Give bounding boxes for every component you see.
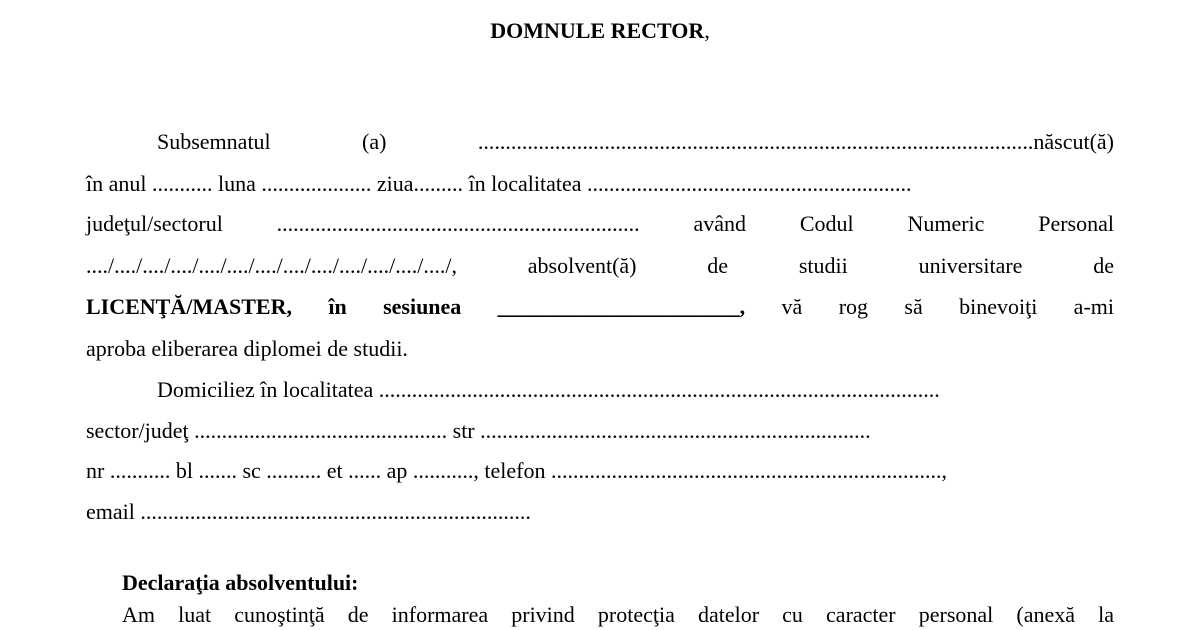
line-approve-diploma: aproba eliberarea diplomei de studii.	[86, 336, 408, 361]
line-county-cnp: judeţul/sectorul .................................................................. având Codul Numeric Personal	[86, 211, 1114, 236]
line-subsemnatul: Subsemnatul (a) .....................................................................................................născut(ă)	[157, 129, 1114, 154]
line-session	[86, 292, 1114, 322]
session-bold-text: LICENŢĂ/MASTER, în sesiunea ______________________,	[86, 294, 746, 319]
session-rest-text: vă rog să binevoiţi a-mi	[745, 294, 1114, 319]
declaration-text: Am luat cunoştinţă de informarea privind protecţia datelor cu caracter personal (anexă la	[122, 602, 1114, 627]
line-email: email .......................................................................	[86, 499, 531, 524]
title-main: DOMNULE RECTOR	[490, 18, 705, 43]
line-address-phone: nr ........... bl ....... sc .......... et ...... ap ..........., telefon .......................................................................,	[86, 458, 947, 483]
title-comma: ,	[704, 18, 710, 43]
line-sector-street: sector/judeţ .............................................. str .......................................................................	[86, 418, 871, 443]
declaration-title: Declaraţia absolventului:	[122, 570, 359, 595]
line-birth-date: în anul ........... luna .................... ziua......... în localitatea ...........................................................	[86, 171, 912, 196]
line-domicile: Domiciliez în localitatea ......................................................................................................	[157, 377, 940, 402]
line-cnp-graduate: ..../..../..../..../..../..../..../..../..../..../..../..../..../, absolvent(ă) de studii universitare de	[86, 253, 1114, 278]
page-title	[0, 16, 1200, 46]
